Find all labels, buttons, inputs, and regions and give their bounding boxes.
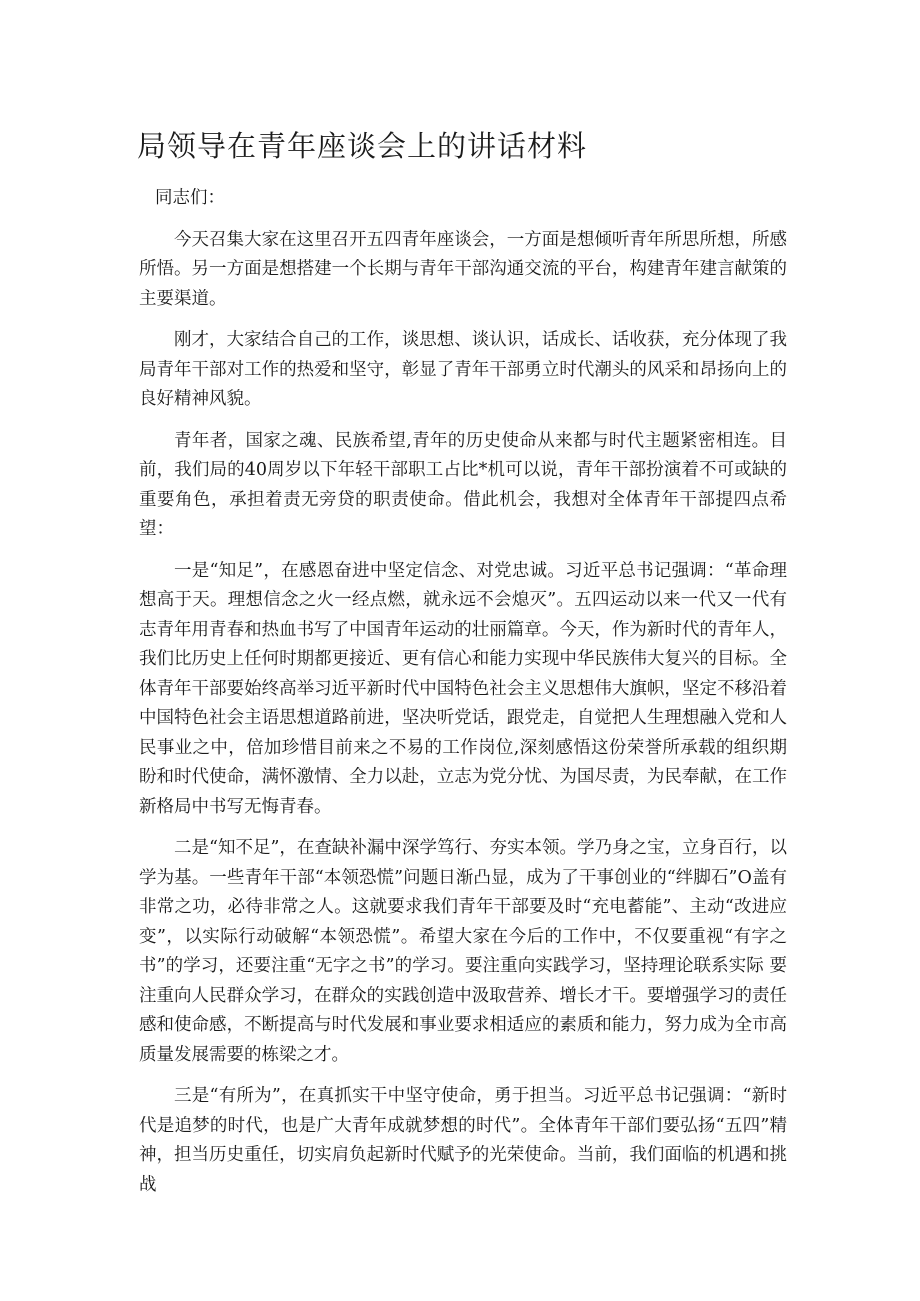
paragraph-3: 青年者，国家之魂、民族希望,青年的历史使命从来都与时代主题紧密相连。目前，我们局的40周岁以下年轻干部职工占比*机可以说，青年干部扮演着不可或缺的重要角色，承担着责无旁贷的职责使命。借此机会，我想对全体青年干部提四点希望： — [139, 430, 787, 539]
paragraph-1: 今天召集大家在这里召开五四青年座谈会，一方面是想倾听青年所思所想，所感所悟。另一方面是想搭建一个长期与青年干部沟通交流的平台，构建青年建言献策的主要渠道。 — [139, 229, 787, 309]
paragraph-2: 刚才，大家结合自己的工作，谈思想、谈认识，话成长、话收获，充分体现了我局青年干部对工作的热爱和坚守，彰显了青年干部勇立时代潮头的风采和昂扬向上的良好精神风貌。 — [139, 330, 787, 409]
paragraph-4: 一是“知足”，在感恩奋进中坚定信念、对党忠诚。习近平总书记强调：“革命理想高于天。理想信念之火一经点燃，就永远不会熄灭”。五四运动以来一代又一代有志青年用青春和热血书写了中国青年运动的壮丽篇章。今天，作为新时代的青年人，我们比历史上任何时期都更接近、更有信心和能力实现中华民族伟大复兴的目标。全体青年干部要始终高举习近平新时代中国特色社会主义思想伟大旗帜，坚定不移沿着中国特色社会主语思想道路前进，坚决听党话，跟党走，自觉把人生理想融入党和人民事业之中，倍加珍惜目前来之不易的工作岗位,深刻感悟这份荣誉所承载的组织期盼和时代使命，满怀激情、全力以赴，立志为党分忧、为国尽责，为民奉献，在工作新格局中书写无悔青春。 — [139, 560, 787, 817]
document-body — [139, 184, 787, 1212]
salutation: 同志们： — [155, 188, 225, 208]
paragraph-5: 二是“知不足”，在查缺补漏中深学笃行、夯实本领。学乃身之宝，立身百行，以学为基。一些青年干部“本领恐慌”问题日渐凸显，成为了干事创业的“绊脚石”O盖有非常之功，必待非常之人。这就要求我们青年干部要及时“充电蓄能”、主动“改进应变”，以实际行动破解“本领恐慌”。希望大家在今后的工作中，不仅要重视“有字之书”的学习，还要注重“无字之书”的学习。要注重向实践学习，坚持理论联系实际 要注重向人民群众学习，在群众的实践创造中汲取营养、增长才干。要增强学习的责任感和使命感，不断提高与时代发展和事业要求相适应的素质和能力，努力成为全市高质量发展需要的栋梁之才。 — [139, 838, 787, 1065]
document-title: 局领导在青年座谈会上的讲话材料 — [137, 129, 588, 163]
paragraph-6: 三是“有所为”，在真抓实干中坚守使命，勇于担当。习近平总书记强调：“新时代是追梦的时代，也是广大青年成就梦想的时代”。全体青年干部们要弘扬“五四”精神，担当历史重任，切实肩负起新时代赋予的光荣使命。当前，我们面临的机遇和挑战 — [139, 1086, 787, 1195]
